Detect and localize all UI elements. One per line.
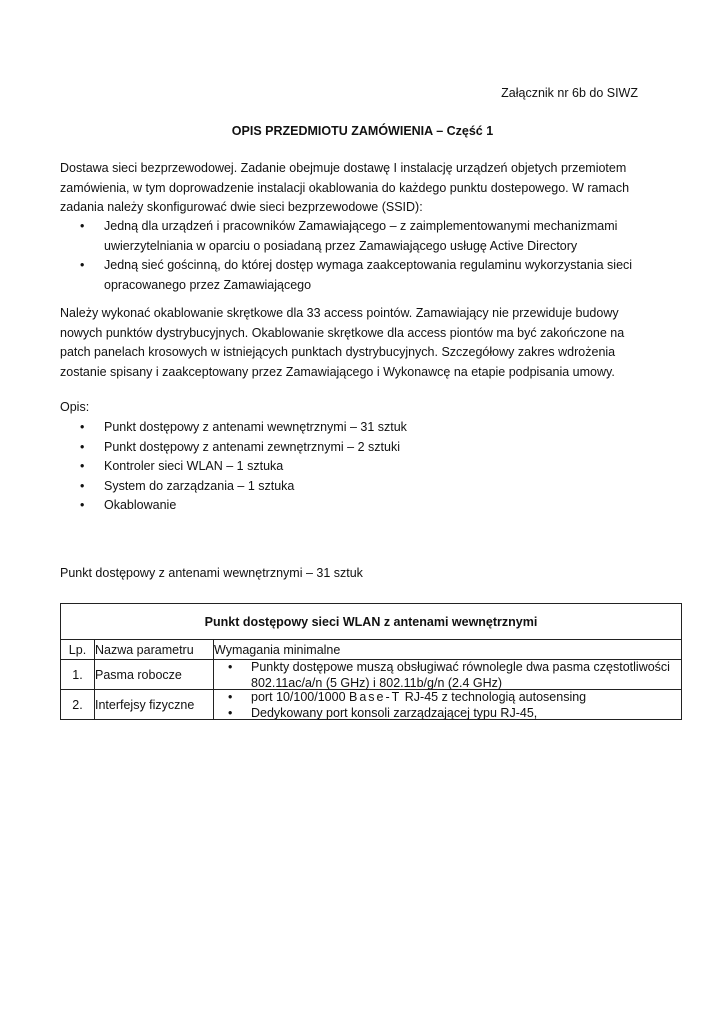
bullet-icon: • — [80, 439, 85, 454]
row-name: Interfejsy fizyczne — [95, 690, 214, 720]
header-name: Nazwa parametru — [95, 640, 214, 660]
opis-label: Opis: — [60, 400, 90, 414]
bullet-icon: • — [80, 459, 85, 473]
list-item: • System do zarządzania – 1 sztuka — [60, 477, 640, 497]
header-req: Wymagania minimalne — [214, 640, 682, 660]
section-heading: Punkt dostępowy z antenami wewnętrznymi – 31 sztuk — [60, 566, 363, 580]
row-req — [214, 690, 682, 720]
row-name: Pasma robocze — [95, 660, 214, 690]
list-item: • Jedną dla urządzeń i pracowników Zamawiającego – z zaimplementowanymi mechanizmami uwierzytelniania w oparciu o posiadaną przez Zamawiającego usługę Active Directory — [80, 219, 618, 253]
row-req — [214, 660, 682, 690]
bullet-icon: • — [80, 498, 85, 512]
spec-table — [60, 603, 682, 720]
opis-list — [60, 418, 640, 516]
bullet-icon: • — [80, 420, 85, 434]
bullet-icon: • — [228, 660, 233, 674]
list-item: • Kontroler sieci WLAN – 1 sztuka — [60, 457, 640, 477]
header-lp: Lp. — [61, 640, 95, 660]
list-item: • Punkty dostępowe muszą obsługiwać równolegle dwa pasma częstotliwości 802.11ac/a/n (5 GHz) i 802.11b/g/n (2.4 GHz) — [228, 660, 670, 689]
row-lp: 2. — [61, 690, 95, 720]
list-item: • Punkt dostępowy z antenami wewnętrznymi – 31 sztuk — [60, 418, 640, 438]
bullet-icon: • — [228, 690, 233, 704]
table-title: Punkt dostępowy sieci WLAN z antenami wewnętrznymi — [61, 604, 682, 640]
ssid-list — [60, 217, 640, 295]
bullet-icon: • — [80, 219, 85, 233]
table-row — [61, 660, 682, 690]
list-item: • port 10/100/1000 Base-T RJ-45 z technologią autosensing — [228, 690, 587, 704]
bullet-icon: • — [80, 478, 85, 493]
list-item: • Okablowanie — [60, 496, 640, 516]
document-title: OPIS PRZEDMIOTU ZAMÓWIENIA – Część 1 — [231, 124, 494, 138]
list-item: • Punkt dostępowy z antenami zewnętrznymi – 2 sztuki — [60, 438, 640, 458]
intro-paragraph: Dostawa sieci bezprzewodowej. Zadanie obejmuje dostawę I instalację urządzeń objetych przemiotem zamówienia, w tym doprowadzenie instalacji okablowania do każdego punktu dostepowego. W ramach zadania należy skonfigurować dwie sieci bezprzewodowe (SSID): — [60, 161, 630, 214]
row-lp: 1. — [61, 660, 95, 690]
bullet-icon: • — [228, 705, 233, 719]
bullet-icon: • — [80, 258, 85, 272]
annex-label: Załącznik nr 6b do SIWZ — [501, 86, 638, 100]
list-item: • Jedną sieć gościnną, do której dostęp wymaga zaakceptowania regulaminu wykorzystania sieci opracowanego przez Zamawiającego — [80, 258, 633, 292]
table-row — [61, 690, 682, 720]
list-item: • Dedykowany port konsoli zarządzającej typu RJ-45, — [228, 705, 538, 719]
cabling-paragraph: Należy wykonać okablowanie skrętkowe dla 33 access pointów. Zamawiający nie przewiduje budowy nowych punktów dystrybucyjnych. Okablowanie skrętkowe dla access piontów ma być zakończone na patch panelach krosowych w istniejących punktach dystrybucyjnych. Szczegółowy zakres wdrożenia zostanie spisany i zaakceptowany przez Zamawiającego i Wykonawcę na etapie podpisania umowy. — [60, 306, 625, 379]
